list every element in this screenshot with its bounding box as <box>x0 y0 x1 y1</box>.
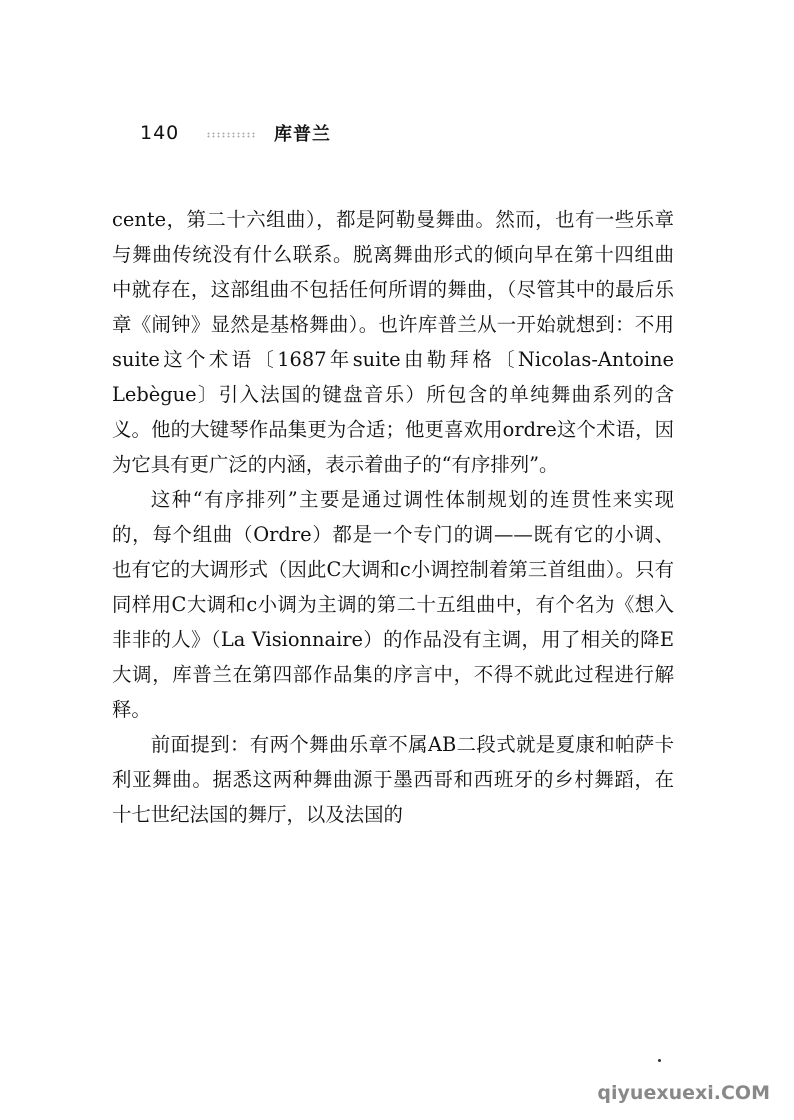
page-header <box>140 118 380 150</box>
page-number: 140 <box>140 122 180 144</box>
watermark: qiyuexuexi.COM <box>597 1082 770 1104</box>
body-text <box>112 202 674 832</box>
paragraph: 前面提到：有两个舞曲乐章不属AB二段式就是夏康和帕萨卡利亚舞曲。据悉这两种舞曲源于墨西哥和西班牙的乡村舞蹈，在十七世纪法国的舞厅，以及法国的 <box>112 733 674 826</box>
running-head: 库普兰 <box>274 124 331 145</box>
paragraph: 这种“有序排列”主要是通过调性体制规划的连贯性来实现的，每个组曲（Ordre）都是一个专门的调——既有它的小调、也有它的大调形式（因此C大调和c小调控制着第三首组曲）。只有同样用C大调和c小调为主调的第二十五组曲中，有个名为《想入非非的人》（La Visionnaire）的作品没有主调，用了相关的降E大调，库普兰在第四部作品集的序言中，不得不就此过程进行解释。 <box>112 488 674 721</box>
header-ornament <box>206 132 256 138</box>
margin-mark <box>658 1059 661 1062</box>
paragraph-continuation: cente，第二十六组曲），都是阿勒曼舞曲。然而，也有一些乐章与舞曲传统没有什么联系。脱离舞曲形式的倾向早在第十四组曲中就存在，这部组曲不包括任何所谓的舞曲，（尽管其中的最后乐章《闹钟》显然是基格舞曲）。也许库普兰从一开始就想到：不用suite这个术语〔1687年suite由勒拜格〔Nicolas-Antoine Lebègue〕引入法国的键盘音乐）所包含的单纯舞曲系列的含义。他的大键琴作品集更为合适；他更喜欢用ordre这个术语，因为它具有更广泛的内涵，表示着曲子的“有序排列”。 <box>112 208 674 476</box>
